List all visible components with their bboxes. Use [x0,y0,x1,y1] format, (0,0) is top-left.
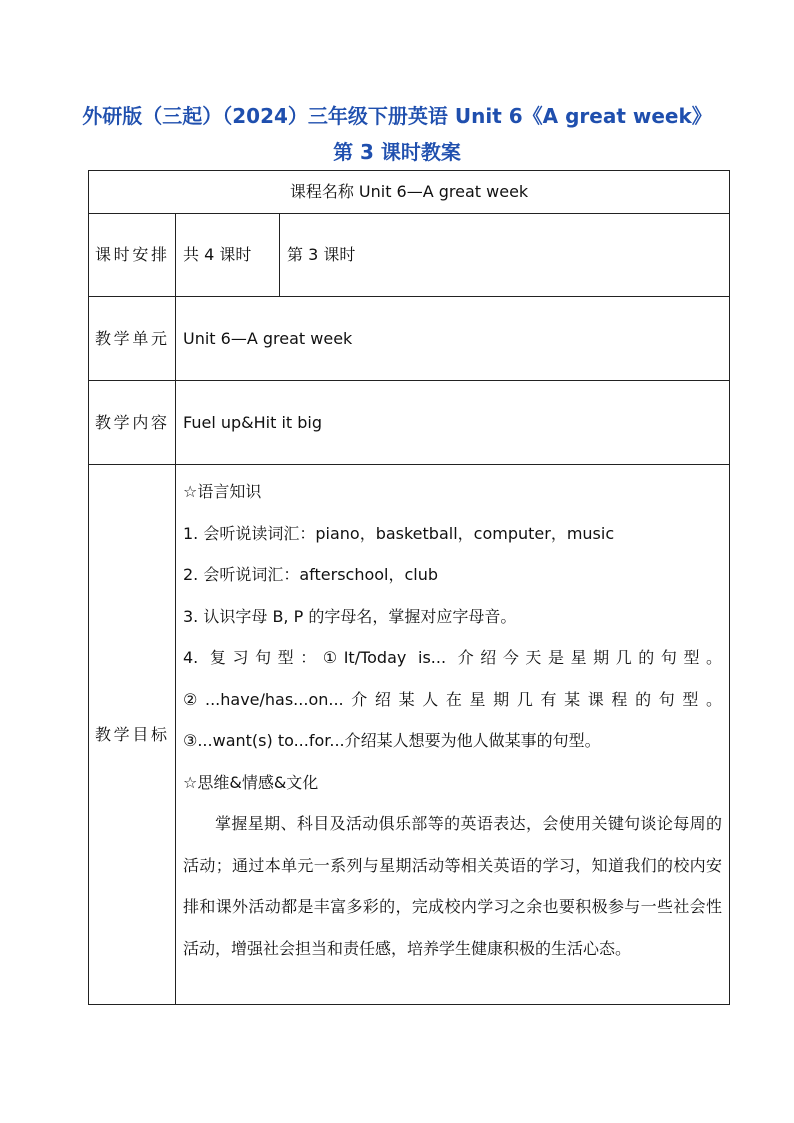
objective-paragraph: 掌握星期、科目及活动俱乐部等的英语表达，会使用关键句谈论每周的活动；通过本单元一系列与星期活动等相关英语的学习，知道我们的校内安排和课外活动都是丰富多彩的，完成校内学习之余也要积极参与一些社会性活动，增强社会担当和责任感，培养学生健康积极的生活心态。 [183,814,723,958]
section-thinking-culture: ☆思维&情感&文化 [183,772,319,792]
course-name-row [89,171,730,214]
content-label: 教学内容 [89,381,176,465]
objective-item-4: 4. 复习句型：①It/Today is... 介绍今天是星期几的句型。 [183,648,723,667]
unit-value: Unit 6—A great week [176,297,730,381]
objectives-label: 教学目标 [89,465,176,1005]
objective-item-1: 1. 会听说读词汇：piano，basketball，computer，music [183,523,615,543]
objective-item-5: ②...have/has...on...介绍某人在星期几有某课程的句型。 [183,689,723,709]
objectives-cell [176,465,730,1005]
schedule-current: 第 3 课时 [280,214,730,297]
schedule-row [89,214,730,297]
schedule-total: 共 4 课时 [176,214,280,297]
objective-item-3: 3. 认识字母 B, P 的字母名，掌握对应字母音。 [183,606,517,626]
lesson-plan-table [88,170,730,1005]
objective-item-2: 2. 会听说词汇：afterschool，club [183,565,439,584]
content-value: Fuel up&Hit it big [176,381,730,465]
section-language-knowledge: ☆语言知识 [183,482,262,501]
course-name-cell: 课程名称 Unit 6—A great week [89,171,730,214]
unit-row [89,297,730,381]
content-row [89,381,730,465]
objectives-row [89,465,730,1005]
document-subtitle: 第 3 课时教案 [333,140,461,164]
unit-label: 教学单元 [89,297,176,381]
objective-item-6: ③...want(s) to...for...介绍某人想要为他人做某事的句型。 [183,731,601,750]
document-title: 外研版（三起）（2024）三年级下册英语 Unit 6《A great week》 [82,104,712,128]
schedule-label: 课时安排 [89,214,176,297]
